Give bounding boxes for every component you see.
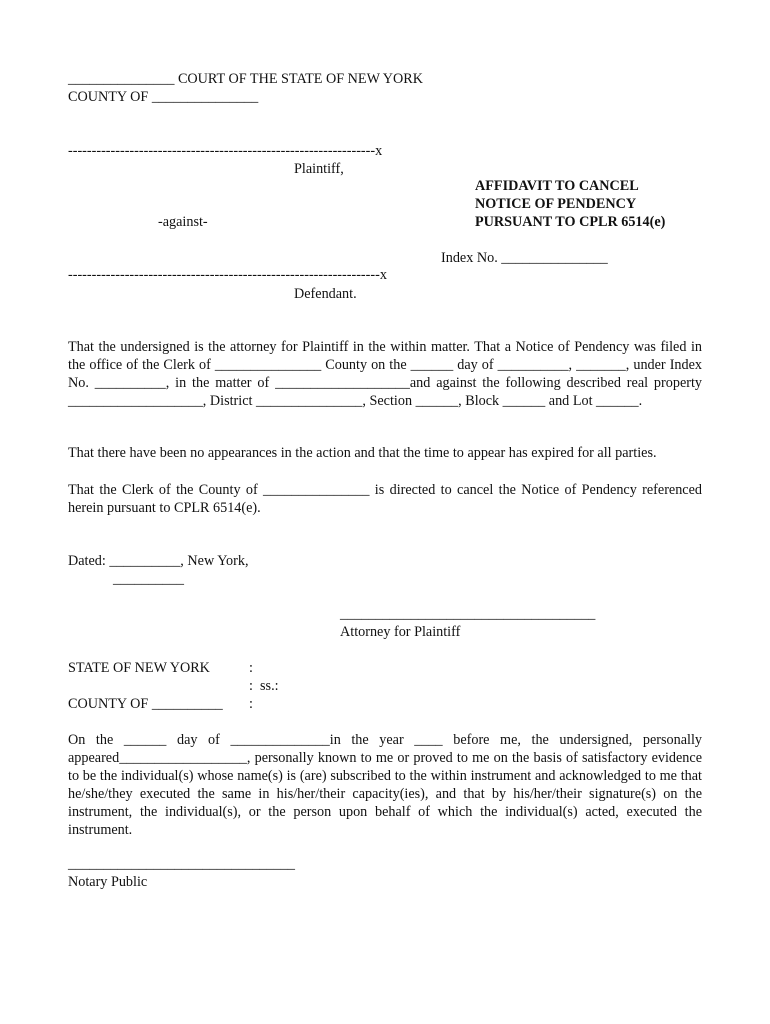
plaintiff-label: Plaintiff, <box>294 161 344 177</box>
venue-ss: : ss.: <box>249 678 279 694</box>
dated-year-line: __________ <box>113 571 184 587</box>
notary-public-label: Notary Public <box>68 874 148 890</box>
county-line: COUNTY OF _______________ <box>68 89 259 105</box>
index-number: Index No. _______________ <box>441 250 608 266</box>
notary-acknowledgment: On the ______ day of ______________in the year ____ before me, the undersigned, personally appeared__________________, personally known to me or proved to me on the basis of satisfactory evidence to be the individual(s) whose name(s) is (are) subscribed to the within instrument and acknowledged to me that he/she/they executed the same in his/her/their capacity(ies), and that by his/her/their signature(s) on the instrument, the individual(s), or the person upon behalf of which the individual(s) acted, executed the instrument. <box>68 732 702 838</box>
attorney-signature-label: Attorney for Plaintiff <box>340 624 461 640</box>
venue-colon-1: : <box>249 660 253 676</box>
venue-state: STATE OF NEW YORK <box>68 660 210 676</box>
attorney-signature-line: ____________________________________ <box>340 606 596 622</box>
paragraph-no-appearances: That there have been no appearances in the action and that the time to appear has expired for all parties. <box>68 445 657 461</box>
notary-signature-line: ________________________________ <box>68 856 295 872</box>
court-line: _______________ COURT OF THE STATE OF NEW YORK <box>68 71 423 87</box>
against-label: -against- <box>158 214 208 230</box>
defendant-label: Defendant. <box>294 286 357 302</box>
paragraph-attorney-statement: That the undersigned is the attorney for Plaintiff in the within matter. That a Notice of Pendency was filed in the office of the Clerk of _______________ County on the ______ day of __________, _______, under Index No. __________, in the matter of ___________________and against the following described real property ___________________, District _______________, Section ______, Block ______ and Lot ______. <box>68 339 702 409</box>
venue-county: COUNTY OF __________ <box>68 696 223 712</box>
caption-divider-bottom: ------------------------------------------------------------------x <box>68 267 387 283</box>
caption-divider-top: -----------------------------------------------------------------x <box>68 143 383 159</box>
title-line-1: AFFIDAVIT TO CANCEL <box>475 178 639 194</box>
title-line-3: PURSUANT TO CPLR 6514(e) <box>475 214 666 230</box>
dated-line: Dated: __________, New York, <box>68 553 249 569</box>
paragraph-clerk-directive: That the Clerk of the County of _______________ is directed to cancel the Notice of Pendency referenced herein pursuant to CPLR 6514(e). <box>68 482 702 516</box>
venue-colon-3: : <box>249 696 253 712</box>
title-line-2: NOTICE OF PENDENCY <box>475 196 637 212</box>
